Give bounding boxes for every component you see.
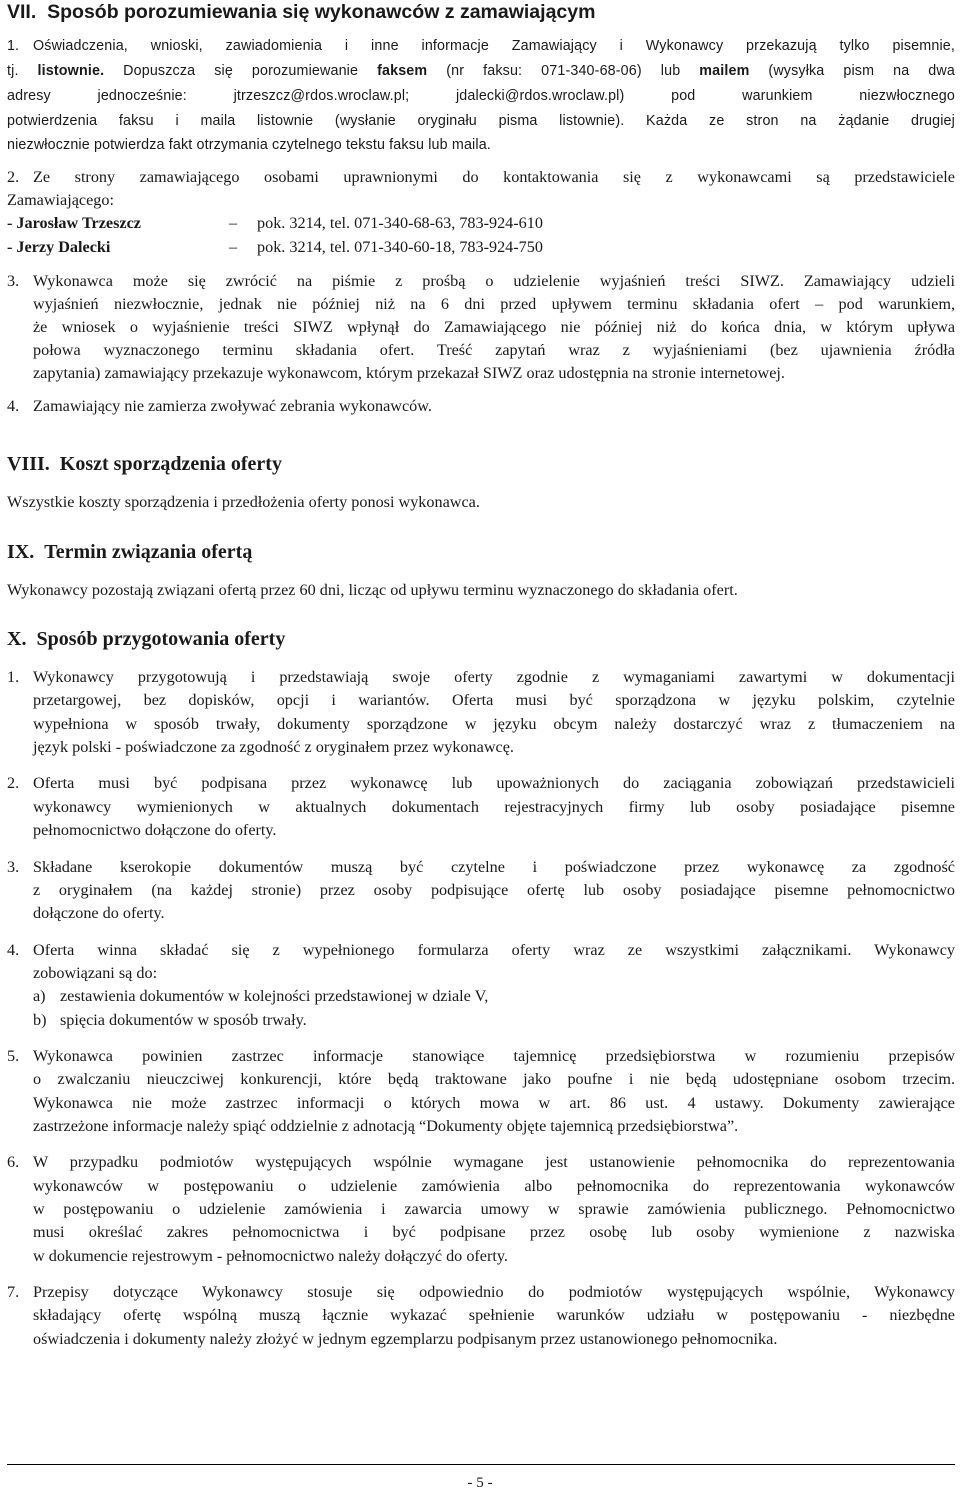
list-item-label: b) — [33, 1011, 47, 1029]
paragraph-line: Wykonawca powinien zastrzec informacje stanowiące tajemnicę przedsiębiorstwa w rozumieniu przepisów — [33, 1047, 955, 1065]
paragraph-line: o zwalczaniu nieuczciwej konkurencji, które będą traktowane jako poufne i nie będą udostępniane osobom trzecim. — [33, 1070, 955, 1088]
contact-info: pok. 3214, tel. 071-340-68-63, 783-924-610 — [257, 214, 543, 232]
paragraph-line: wyjaśnień niezwłocznie, jednak nie później niż na 6 dni przed upływem terminu składania ofert – pod warunkiem, — [33, 295, 955, 313]
item-number: 4. — [7, 397, 20, 415]
section-number: X. — [7, 628, 27, 650]
paragraph-line: zobowiązani są do: — [33, 964, 158, 982]
paragraph-line: że wniosek o wyjaśnienie treści SIWZ wpłynął do Zamawiającego nie później niż do końca dnia, w którym upływa — [33, 318, 955, 336]
paragraph-line: oświadczenia i dokumenty należy złożyć w jednym egzemplarzu podpisanym przez ustanowionego pełnomocnika. — [33, 1330, 778, 1348]
section-heading-viii — [7, 453, 282, 475]
section-title: Sposób przygotowania oferty — [36, 628, 286, 650]
paragraph-line: w postępowaniu o udzielenie zamówienia i zawarcia umowy w sprawie zamówienia publicznego. Pełnomocnictwo — [33, 1200, 955, 1218]
paragraph-line: Składane kserokopie dokumentów muszą być czytelne i poświadczone przez wykonawcę za zgodność — [33, 858, 955, 876]
paragraph-line: wykonawców w postępowaniu o udzielenie zamówienia albo pełnomocnika do reprezentowania wykonawców — [33, 1177, 955, 1195]
paragraph-line: musi określać zakres pełnomocnictwa i być podpisane przez osobę lub osoby wymienione z nazwiska — [33, 1223, 955, 1241]
contact-name: - Jerzy Dalecki — [7, 238, 111, 256]
contact-row — [7, 237, 543, 257]
list-item — [33, 986, 488, 1006]
paragraph-line: niezwłocznie potwierdza fakt otrzymania czytelnego tekstu faksu lub maila. — [7, 137, 491, 153]
page-number: - 5 - — [467, 1475, 493, 1491]
paragraph-line: Przepisy dotyczące Wykonawcy stosuje się odpowiednio do podmiotów występujących wspólnie, Wykonawcy — [33, 1283, 955, 1301]
paragraph-line: połowa wyznaczonego terminu składania ofert. Treść zapytań wraz z wyjaśnieniami (bez ujawnienia źródła — [33, 341, 955, 359]
section-heading-x — [7, 628, 285, 650]
paragraph-line: W przypadku podmiotów występujących wspólnie wymagane jest ustanowienie pełnomocnika do reprezentowania — [33, 1153, 955, 1171]
list-item-label: a) — [33, 987, 46, 1005]
paragraph-line: wypełniona w sposób trwały, dokumenty sporządzone w języku obcym należy dostarczyć wraz z tłumaczeniem na — [33, 715, 955, 733]
section-number: IX. — [7, 541, 35, 563]
contact-row — [7, 213, 543, 233]
section-title: Sposób porozumiewania się wykonawców z zamawiającym — [47, 1, 596, 23]
item-number: 3. — [7, 272, 20, 290]
list-item-text: spięcia dokumentów w sposób trwały. — [60, 1011, 307, 1029]
paragraph-line: wykonawcy wymienionych w aktualnych dokumentach rejestracyjnych firmy lub osoby posiadające pisemne — [33, 798, 955, 816]
paragraph-line: potwierdzenia faksu i maila listownie (wysłanie oryginału pisma listownie). Każda ze stron na żądanie drugiej — [7, 113, 955, 129]
contact-info: pok. 3214, tel. 071-340-60-18, 783-924-750 — [257, 238, 543, 256]
paragraph-line: adresy jednocześnie: jtrzeszcz@rdos.wroclaw.pl; jdalecki@rdos.wroclaw.pl) pod warunkiem niezwłocznego — [7, 88, 955, 104]
item-number: 4. — [7, 941, 20, 959]
paragraph-line: zapytania) zamawiający przekazuje wykonawcom, którym przekazał SIWZ oraz udostępnia na stronie internetowej. — [33, 364, 785, 382]
paragraph-line: dołączone do oferty. — [33, 904, 165, 922]
paragraph-line: Oświadczenia, wnioski, zawiadomienia i inne informacje Zamawiający i Wykonawcy przekazują tylko pisemnie, — [33, 38, 955, 54]
paragraph-line: tj. listownie. Dopuszcza się porozumiewanie faksem (nr faksu: 071-340-68-06) lub mailem (wysyłka pism na dwa — [7, 63, 955, 79]
paragraph-line: z oryginałem (na każdej stronie) przez osoby podpisujące ofertę lub osoby posiadające pisemne pełnomocnictwo — [33, 881, 955, 899]
footer-divider — [7, 1464, 955, 1465]
item-number: 6. — [7, 1153, 20, 1171]
list-item-text: zestawienia dokumentów w kolejności przedstawionej w dziale V, — [60, 987, 489, 1005]
paragraph-line: Wykonawca może się zwrócić na piśmie z prośbą o udzielenie wyjaśnień treści SIWZ. Zamawiający udzieli — [33, 272, 955, 290]
item-number: 2. — [7, 168, 20, 186]
paragraph: Wszystkie koszty sporządzenia i przedłożenia oferty ponosi wykonawca. — [7, 493, 480, 511]
paragraph-line: w dokumencie rejestrowym - pełnomocnictwo należy dołączyć do oferty. — [33, 1247, 508, 1265]
item-number: 5. — [7, 1047, 20, 1065]
paragraph-line: przetargowej, bez dopisków, opcji i wariantów. Oferta musi być sporządzona w języku polskim, czytelnie — [33, 691, 955, 709]
contact-name: - Jarosław Trzeszcz — [7, 214, 141, 232]
section-title: Termin związania ofertą — [44, 541, 253, 563]
paragraph-line: zastrzeżone informacje należy spiąć oddzielnie z adnotacją “Dokumenty objęte tajemnicą przedsiębiorstwa”. — [33, 1117, 739, 1135]
paragraph-line: Zamawiający nie zamierza zwoływać zebrania wykonawców. — [33, 397, 432, 415]
item-number: 3. — [7, 858, 20, 876]
contact-dash: – — [229, 238, 238, 256]
paragraph-line: Oferta musi być podpisana przez wykonawcę lub upoważnionych do zaciągania zobowiązań przedstawicieli — [33, 774, 955, 792]
list-item — [33, 1010, 307, 1030]
paragraph-line: składający ofertę wspólną muszą łącznie wykazać spełnienie warunków udziału w postępowaniu - niezbędne — [33, 1306, 955, 1324]
section-number: VIII. — [7, 453, 50, 475]
section-title: Koszt sporządzenia oferty — [59, 453, 282, 475]
item-number: 7. — [7, 1283, 20, 1301]
item-number: 1. — [7, 668, 20, 686]
section-heading-vii — [7, 1, 595, 23]
item-number: 1. — [7, 38, 19, 54]
contact-dash: – — [229, 214, 238, 232]
paragraph-line: Zamawiającego: — [7, 191, 114, 209]
item-number: 2. — [7, 774, 20, 792]
paragraph-line: Oferta winna składać się z wypełnionego formularza oferty wraz ze wszystkimi załącznikami. Wykonawcy — [33, 941, 955, 959]
paragraph-line: pełnomocnictwo dołączone do oferty. — [33, 821, 277, 839]
section-heading-ix — [7, 541, 252, 563]
paragraph-line: język polski - poświadczone za zgodność z oryginałem przez wykonawcę. — [33, 738, 514, 756]
paragraph-line: Ze strony zamawiającego osobami uprawnionymi do kontaktowania się z wykonawcami są przedstawiciele — [33, 168, 955, 186]
section-number: VII. — [7, 1, 37, 23]
paragraph-line: Wykonawca nie może zastrzec informacji o których mowa w art. 86 ust. 4 ustawy. Dokumenty zawierające — [33, 1094, 955, 1112]
paragraph: Wykonawcy pozostają związani ofertą przez 60 dni, licząc od upływu terminu wyznaczonego do składania ofert. — [7, 581, 738, 599]
paragraph-line: Wykonawcy przygotowują i przedstawiają swoje oferty zgodnie z wymaganiami zawartymi w dokumentacji — [33, 668, 955, 686]
